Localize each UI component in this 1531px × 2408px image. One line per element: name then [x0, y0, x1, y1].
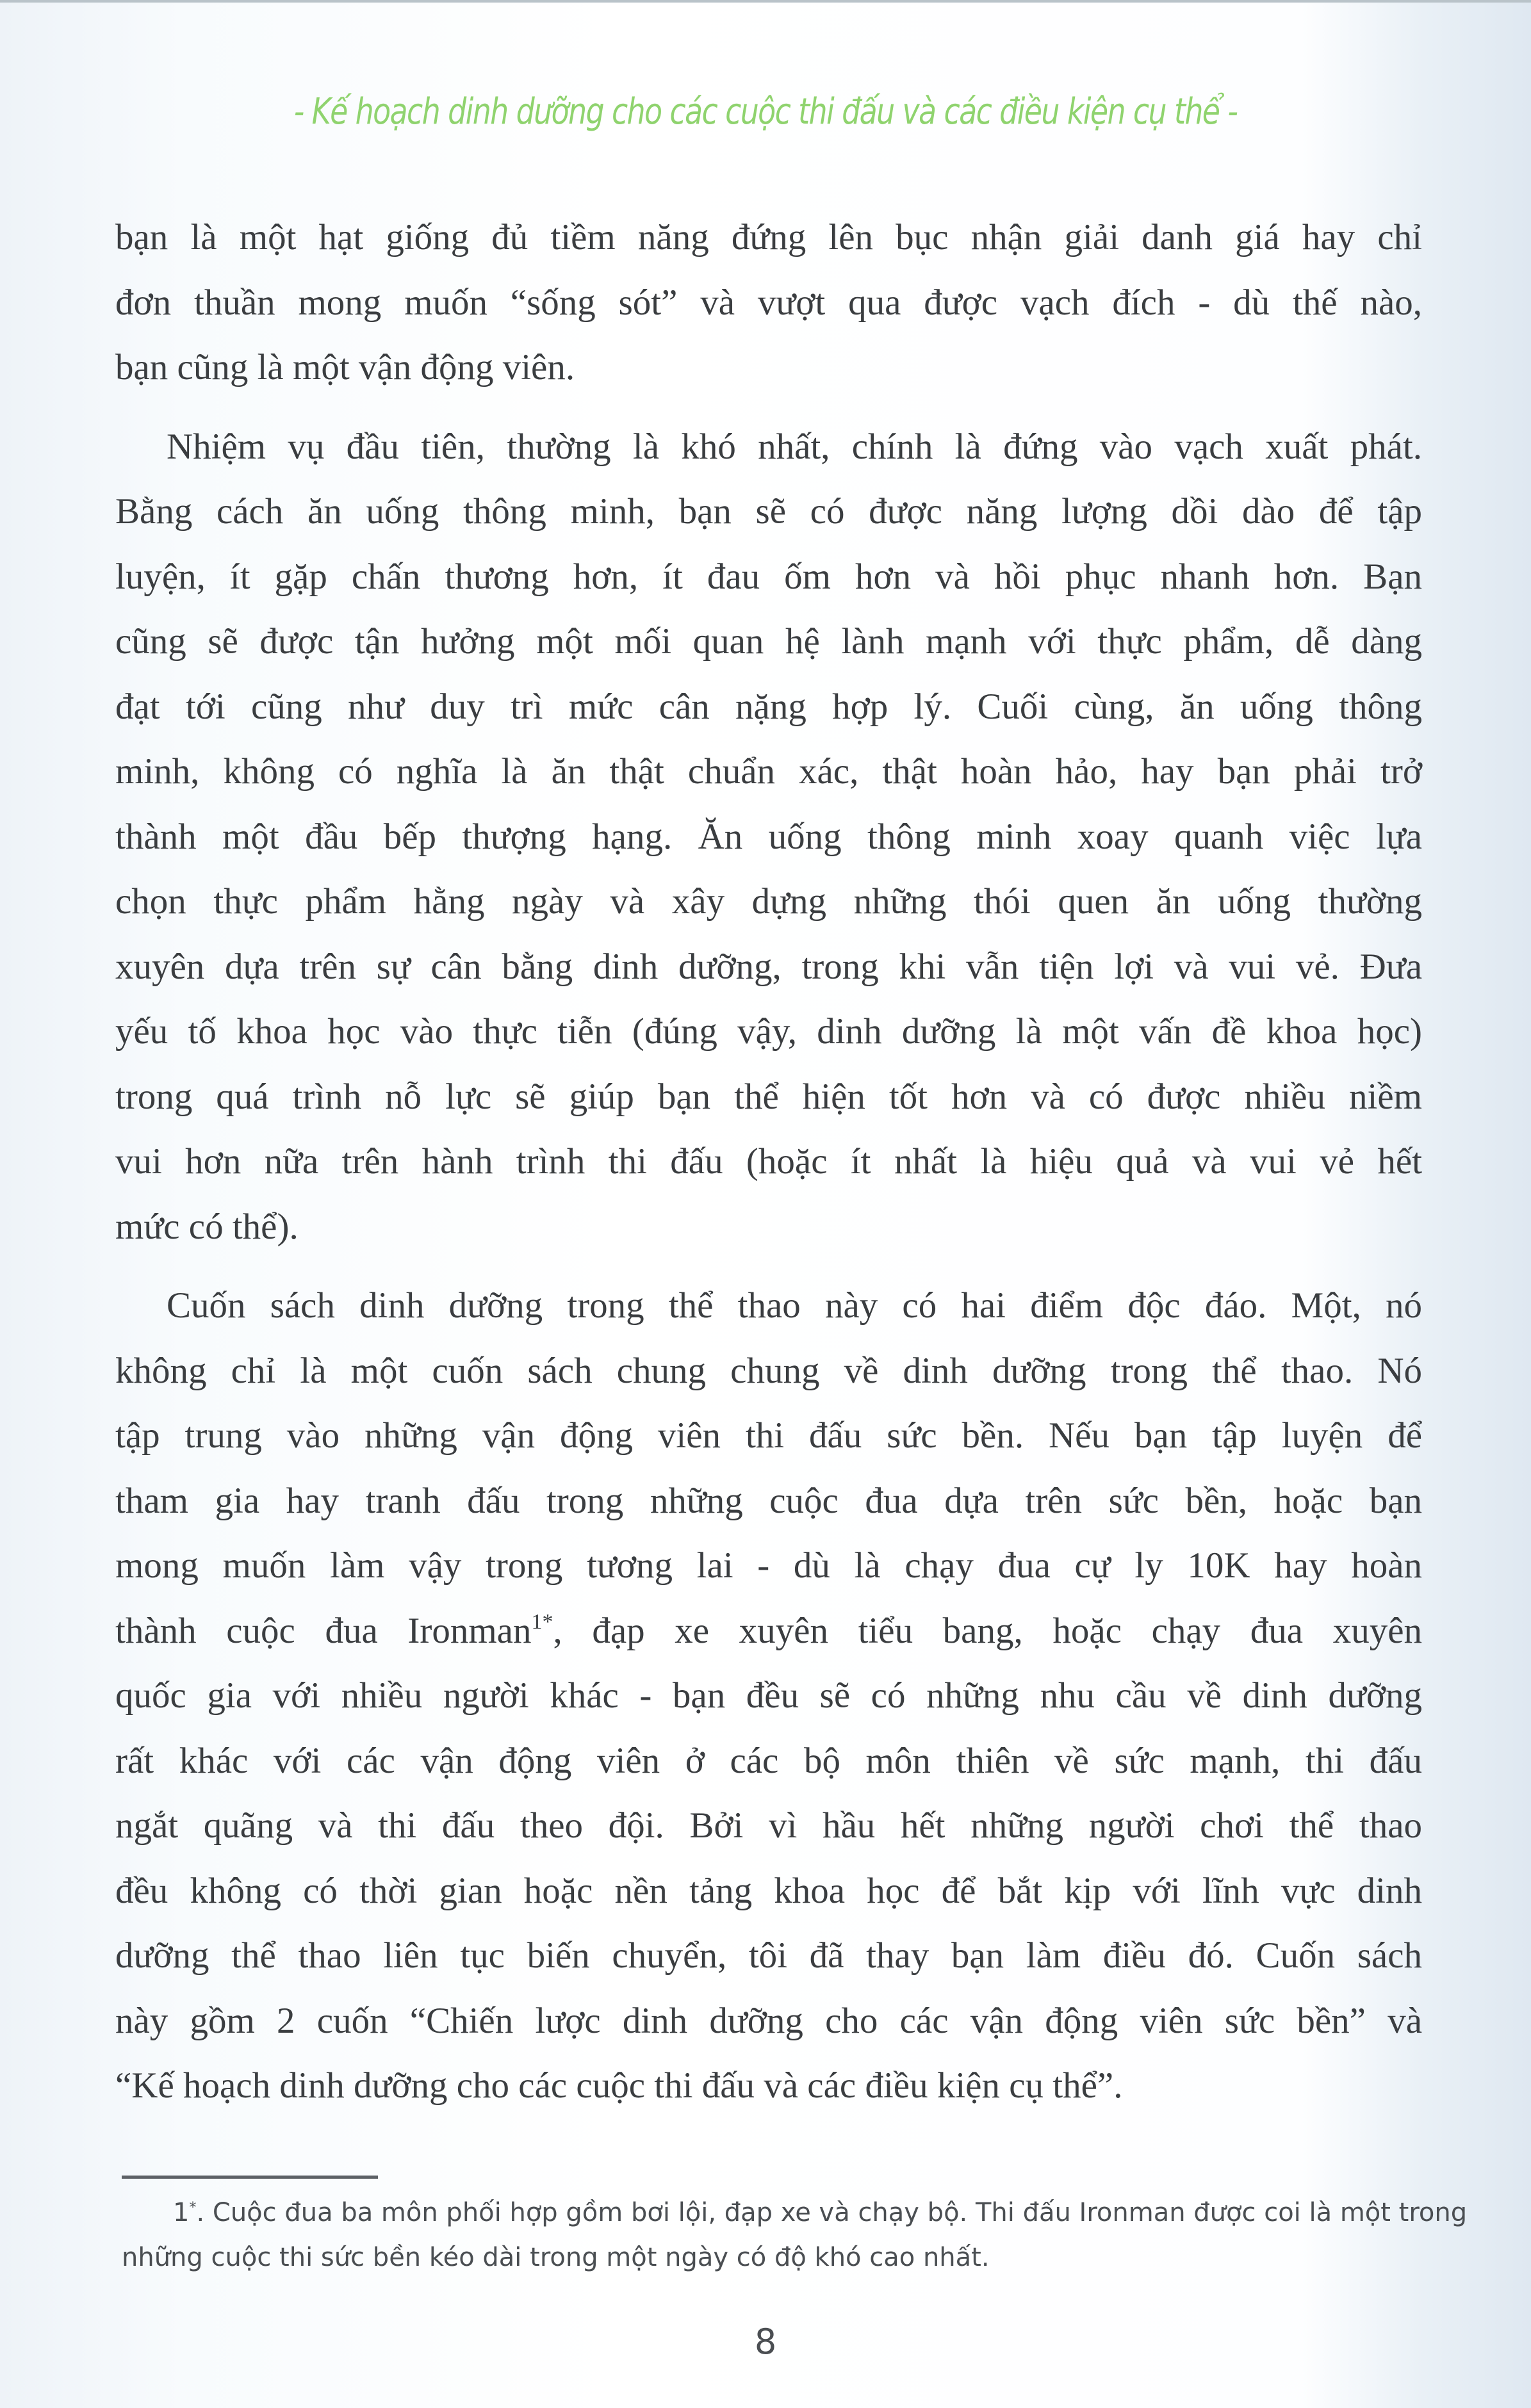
text-line: tham gia hay tranh đấu trong những cuộc đua dựa trên sức bền, hoặc bạn — [115, 1480, 1422, 1521]
text-line: này gồm 2 cuốn “Chiến lược dinh dưỡng cho các vận động viên sức bền” và — [115, 2000, 1422, 2041]
text-line: đạt tới cũng như duy trì mức cân nặng hợp lý. Cuối cùng, ăn uống thông — [115, 686, 1422, 727]
paragraph-3 — [115, 1273, 1422, 2119]
text-line-with-footnote-ref — [115, 1599, 1422, 1664]
running-header: - Kế hoạch dinh dưỡng cho các cuộc thi đấu và các điều kiện cụ thể - — [293, 91, 1238, 133]
text-line: yếu tố khoa học vào thực tiễn (đúng vậy, dinh dưỡng là một vấn đề khoa học) — [115, 1011, 1422, 1052]
footnote-reference[interactable]: 1* — [531, 1609, 553, 1634]
text-line: thành một đầu bếp thượng hạng. Ăn uống thông minh xoay quanh việc lựa — [115, 816, 1422, 857]
text-line: minh, không có nghĩa là ăn thật chuẩn xác, thật hoàn hảo, hay bạn phải trở — [115, 751, 1422, 792]
footnote — [122, 2190, 1468, 2280]
body-text — [115, 205, 1422, 2133]
page-top-edge — [0, 0, 1531, 3]
text-line: không chỉ là một cuốn sách chung chung về dinh dưỡng trong thể thao. Nó — [115, 1350, 1422, 1391]
text-line: “Kế hoạch dinh dưỡng cho các cuộc thi đấu và các điều kiện cụ thể”. — [115, 2065, 1123, 2106]
text-line: bạn là một hạt giống đủ tiềm năng đứng lên bục nhận giải danh giá hay chỉ — [115, 217, 1422, 257]
page-number: 8 — [754, 2322, 777, 2362]
text-line: đều không có thời gian hoặc nền tảng khoa học để bắt kịp với lĩnh vực dinh — [115, 1870, 1422, 1911]
text-line: mong muốn làm vậy trong tương lai - dù là chạy đua cự ly 10K hay hoàn — [115, 1545, 1422, 1586]
text-line: tập trung vào những vận động viên thi đấu sức bền. Nếu bạn tập luyện để — [115, 1415, 1422, 1456]
text-line: quốc gia với nhiều người khác - bạn đều sẽ có những nhu cầu về dinh dưỡng — [115, 1675, 1422, 1716]
text-line: luyện, ít gặp chấn thương hơn, ít đau ốm hơn và hồi phục nhanh hơn. Bạn — [115, 556, 1422, 597]
text-line: dưỡng thể thao liên tục biến chuyển, tôi đã thay bạn làm điều đó. Cuốn sách — [115, 1935, 1422, 1976]
paragraph-2 — [115, 414, 1422, 1260]
text-line: rất khác với các vận động viên ở các bộ môn thiên về sức mạnh, thi đấu — [115, 1740, 1422, 1781]
text-line: cũng sẽ được tận hưởng một mối quan hệ lành mạnh với thực phẩm, dễ dàng — [115, 621, 1422, 662]
text-line: Cuốn sách dinh dưỡng trong thể thao này có hai điểm độc đáo. Một, nó — [167, 1285, 1422, 1326]
text-line: bạn cũng là một vận động viên. — [115, 347, 575, 387]
text-line: Nhiệm vụ đầu tiên, thường là khó nhất, chính là đứng vào vạch xuất phát. — [167, 426, 1422, 467]
footnote-marker: 1 — [173, 2198, 190, 2227]
footnote-divider — [122, 2176, 378, 2179]
text-line: Bằng cách ăn uống thông minh, bạn sẽ có được năng lượng dồi dào để tập — [115, 491, 1422, 532]
footnote-marker-sup: * — [189, 2200, 197, 2216]
footnote-line: những cuộc thi sức bền kéo dài trong một ngày có độ khó cao nhất. — [122, 2243, 990, 2272]
paragraph-1 — [115, 205, 1422, 400]
text-segment: thành cuộc đua Ironman — [115, 1610, 532, 1651]
text-line: mức có thể). — [115, 1206, 299, 1247]
text-line: trong quá trình nỗ lực sẽ giúp bạn thể hiện tốt hơn và có được nhiều niềm — [115, 1076, 1422, 1117]
text-line: vui hơn nữa trên hành trình thi đấu (hoặc ít nhất là hiệu quả và vui vẻ hết — [115, 1141, 1422, 1182]
text-line: ngắt quãng và thi đấu theo đội. Bởi vì hầu hết những người chơi thể thao — [115, 1805, 1422, 1846]
text-line: chọn thực phẩm hằng ngày và xây dựng những thói quen ăn uống thường — [115, 881, 1422, 922]
text-line: xuyên dựa trên sự cân bằng dinh dưỡng, trong khi vẫn tiện lợi và vui vẻ. Đưa — [115, 946, 1422, 987]
text-line: đơn thuần mong muốn “sống sót” và vượt qua được vạch đích - dù thế nào, — [115, 282, 1422, 323]
text-segment: , đạp xe xuyên tiểu bang, hoặc chạy đua xuyên — [553, 1610, 1422, 1651]
footnote-line — [122, 2190, 1468, 2235]
footnote-text: . Cuộc đua ba môn phối hợp gồm bơi lội, đạp xe và chạy bộ. Thi đấu Ironman được coi là một trong — [196, 2198, 1468, 2227]
